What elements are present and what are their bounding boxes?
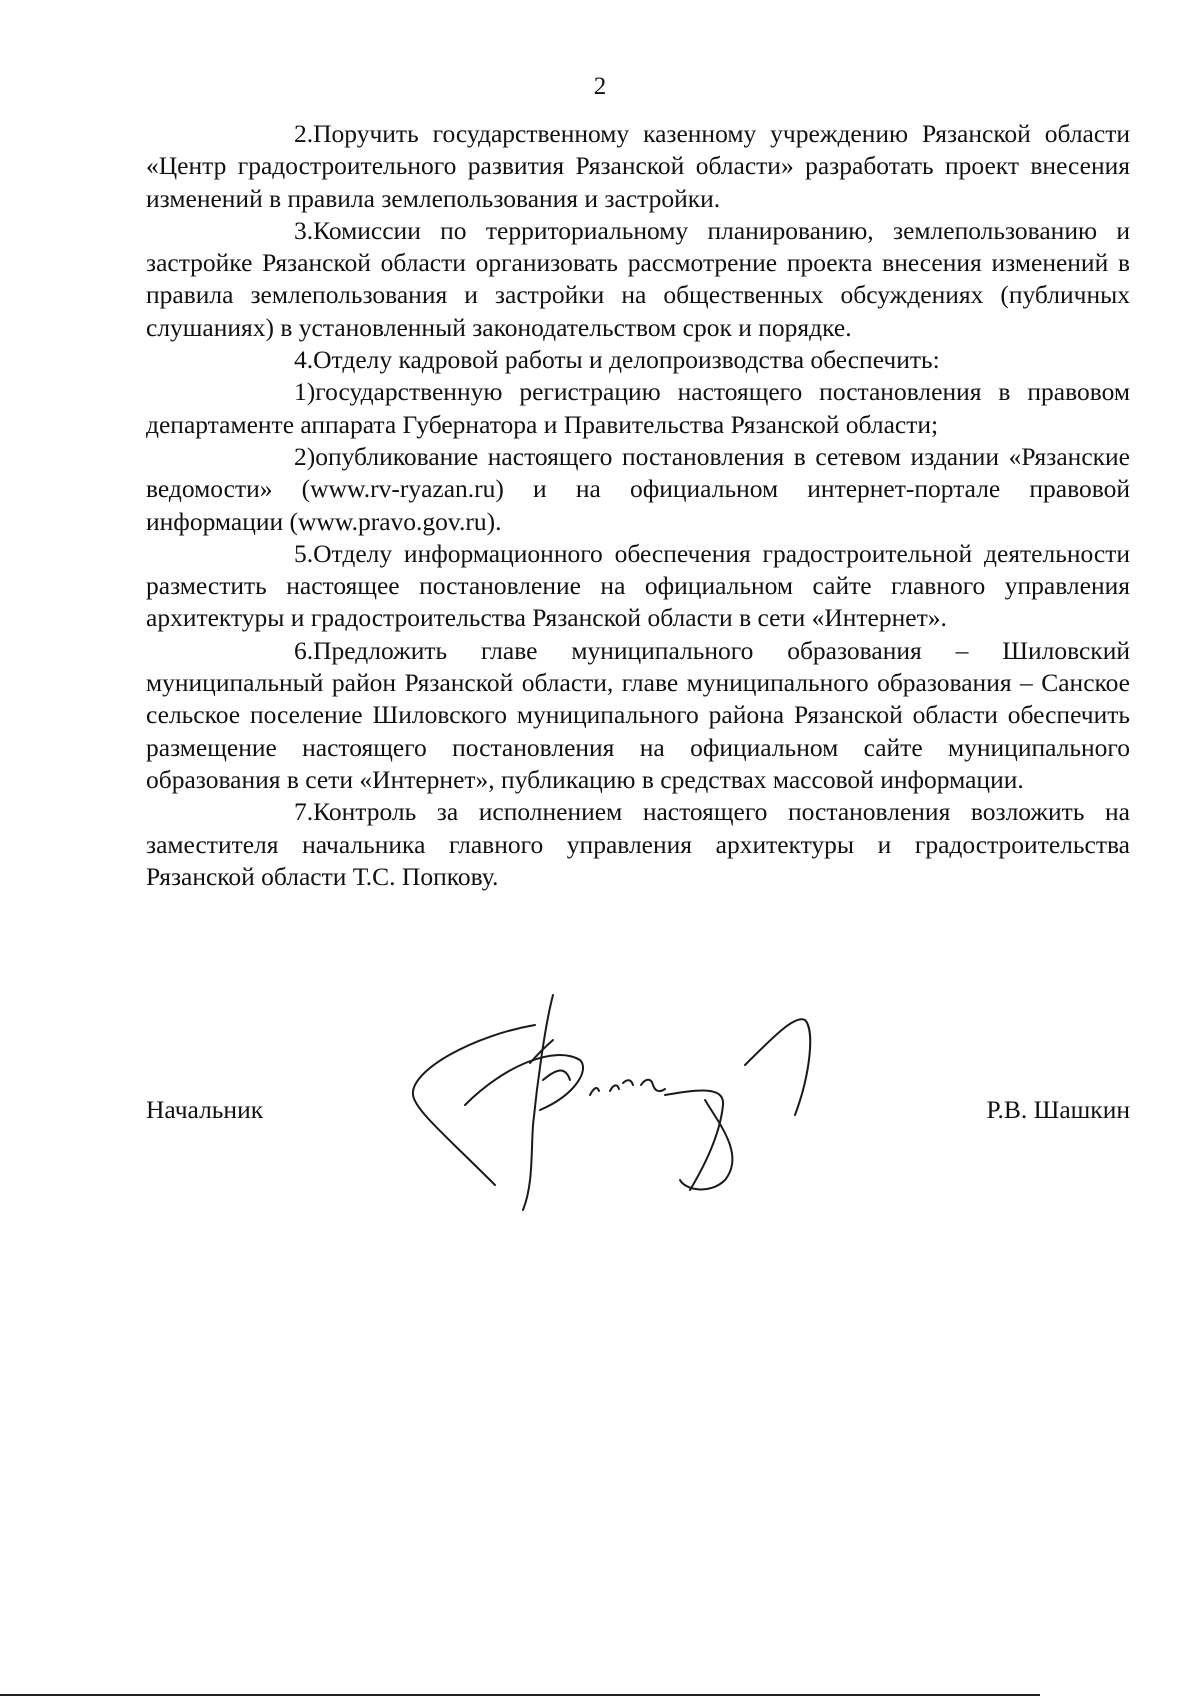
paragraph-7 <box>146 796 1130 893</box>
page-number: 2 <box>593 73 607 100</box>
paragraph-text: государственную регистрацию настоящего постановления в правовом департаменте аппарата Губернатора и Правительства Рязанской области; <box>146 377 1130 439</box>
paragraph-2 <box>146 118 1130 215</box>
signatory-title: Начальник <box>146 1095 264 1124</box>
subparagraph-number: 2) <box>294 441 316 471</box>
paragraph-6 <box>146 635 1130 796</box>
paragraph-text: опубликование настоящего постановления в сетевом издании «Рязанские ведомости» (www.rv-ryazan.ru) и на официальном интернет-портале правовой информации (www.pravo.gov.ru). <box>146 441 1130 536</box>
paragraph-text: Отделу информационного обеспечения градостроительной деятельности разместить настоящее постановление на официальном сайте главного управления архитектуры и градостроительства Рязанской области в сети «Интернет». <box>146 538 1130 633</box>
paragraph-3 <box>146 215 1130 344</box>
paragraph-number: 6. <box>294 635 314 665</box>
paragraph-text: Контроль за исполнением настоящего постановления возложить на заместителя начальника главного управления архитектуры и градостроительства Рязанской области Т.С. Попкову. <box>146 797 1130 891</box>
signatory-name: Р.В. Шашкин <box>986 1095 1130 1124</box>
paragraph-text: Поручить государственному казенному учреждению Рязанской области «Центр градостроительного развития Рязанской области» разработать проект внесения изменений в правила землепользования и застройки. <box>146 119 1130 213</box>
paragraph-text: Комиссии по территориальному планированию, землепользованию и застройке Рязанской области организовать рассмотрение проекта внесения изменений в правила землепользования и застройки на общественных обсуждениях (публичных слушаниях) в установленный законодательством срок и порядке. <box>146 215 1130 342</box>
paragraph-number: 7. <box>294 797 314 827</box>
subparagraph-1 <box>146 376 1130 441</box>
footer-divider <box>0 1694 1040 1696</box>
paragraph-5 <box>146 538 1130 635</box>
signature-block <box>146 1095 1130 1135</box>
paragraph-number: 2. <box>294 119 314 148</box>
paragraph-number: 4. <box>294 345 314 375</box>
paragraph-number: 3. <box>294 215 314 245</box>
subparagraph-2 <box>146 441 1130 538</box>
paragraph-4 <box>146 344 1130 376</box>
paragraph-text: Отделу кадровой работы и делопроизводства обеспечить: <box>313 345 940 375</box>
paragraph-text: Предложить главе муниципального образования – Шиловский муниципальный район Рязанской области, главе муниципального образования – Санское сельское поселение Шиловского муниципального района Рязанской области обеспечить размещение настоящего постановления на официальном сайте муниципального образования в сети «Интернет», публикацию в средствах массовой информации. <box>146 635 1130 794</box>
paragraph-number: 5. <box>294 538 314 568</box>
subparagraph-number: 1) <box>294 377 316 407</box>
document-body <box>146 118 1130 893</box>
